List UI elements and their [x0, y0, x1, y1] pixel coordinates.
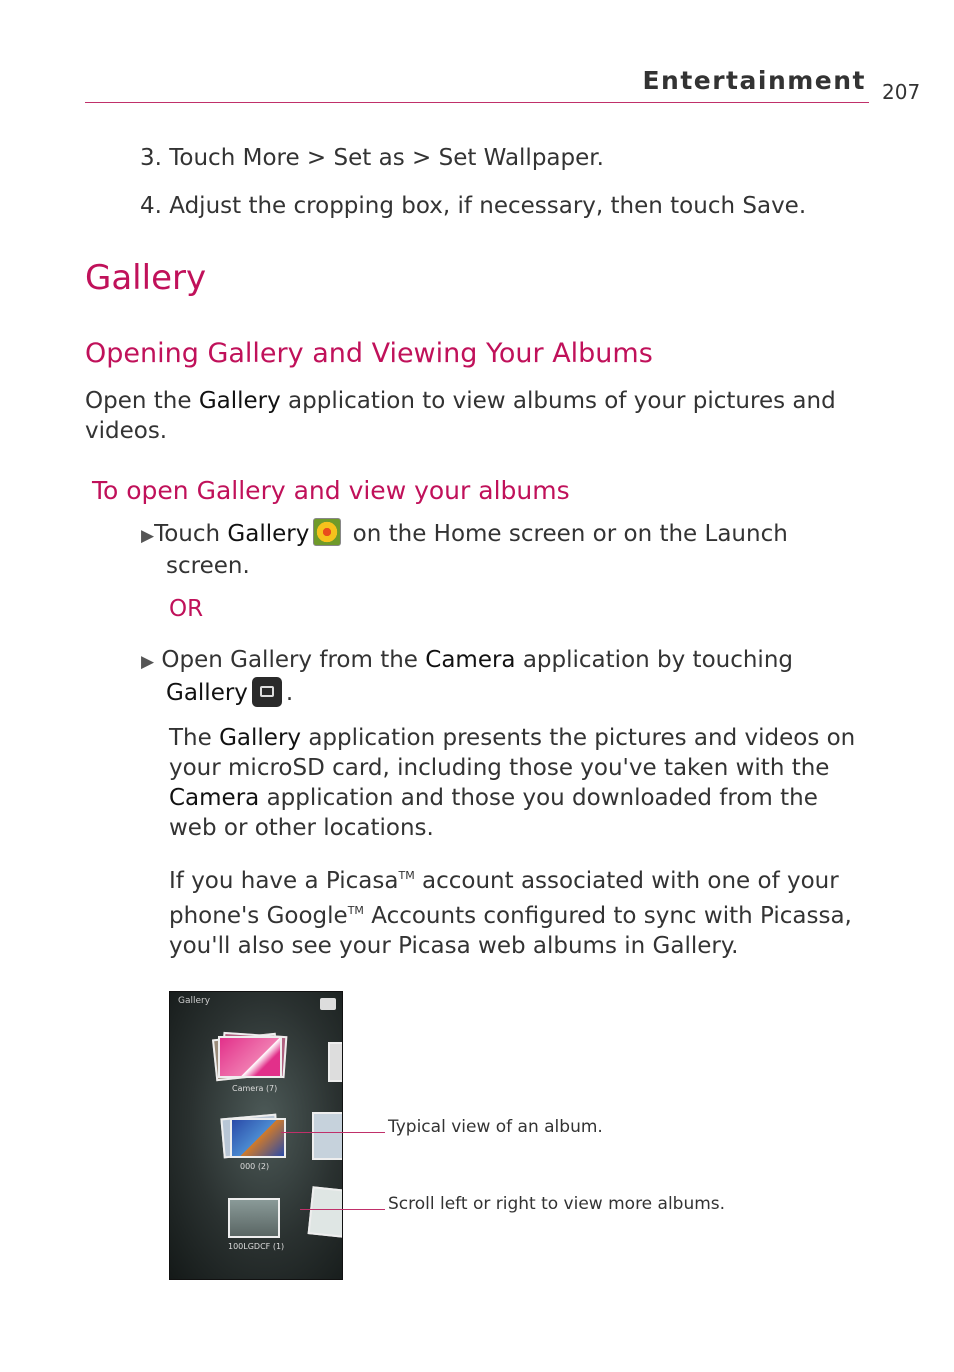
camera-gallery-icon — [252, 677, 282, 707]
album-stack-partial — [312, 1112, 343, 1160]
intro-paragraph: Open the Gallery application to view albums of your pictures and videos. — [85, 388, 836, 444]
bullet-arrow-icon: ▶ — [141, 526, 155, 546]
album-stack[interactable] — [220, 1114, 290, 1162]
bullet-2: ▶ Open Gallery from the Camera application by touching Gallery . — [141, 647, 794, 706]
album-label: Camera (7) — [232, 1084, 278, 1093]
callout-scroll: Scroll left or right to view more albums. — [388, 1194, 726, 1214]
page-number: 207 — [882, 80, 921, 104]
picasa-paragraph: If you have a Picasa™ account associated with one of your phone's Google™ Accounts configured to sync with Picassa, you'll also see your Picasa web albums in Gallery. — [169, 868, 852, 959]
header-divider — [85, 102, 869, 103]
album-stack[interactable] — [228, 1198, 280, 1238]
callout-line — [281, 1132, 385, 1133]
step-3: 3. Touch More > Set as > Set Wallpaper. — [140, 145, 604, 171]
gallery-app-icon — [313, 518, 341, 546]
screenshot-title: Gallery — [178, 996, 211, 1006]
subsection-title: Opening Gallery and Viewing Your Albums — [85, 338, 653, 369]
album-label: 000 (2) — [240, 1162, 270, 1171]
album-stack[interactable] — [208, 1032, 288, 1082]
gallery-screenshot — [169, 991, 343, 1280]
gallery-description: The Gallery application presents the pictures and videos on your microSD card, including those you've taken with the Camera application and those you downloaded from the web or other locations. — [169, 725, 856, 841]
step-4: 4. Adjust the cropping box, if necessary, then touch Save. — [140, 193, 807, 219]
bullet-1: ▶Touch Gallery on the Home screen or on the Launch screen. — [141, 518, 861, 581]
album-stack-partial — [328, 1042, 343, 1082]
callout-line — [300, 1209, 385, 1210]
album-label: 100LGDCF (1) — [228, 1242, 285, 1251]
or-label: OR — [169, 596, 204, 622]
camera-icon — [320, 998, 336, 1010]
album-stack-partial — [308, 1186, 343, 1238]
bullet-arrow-icon: ▶ — [141, 652, 155, 672]
section-title: Gallery — [85, 258, 207, 298]
procedure-title: To open Gallery and view your albums — [92, 476, 570, 505]
callout-album-view: Typical view of an album. — [388, 1117, 603, 1137]
chapter-title: Entertainment — [642, 66, 866, 95]
